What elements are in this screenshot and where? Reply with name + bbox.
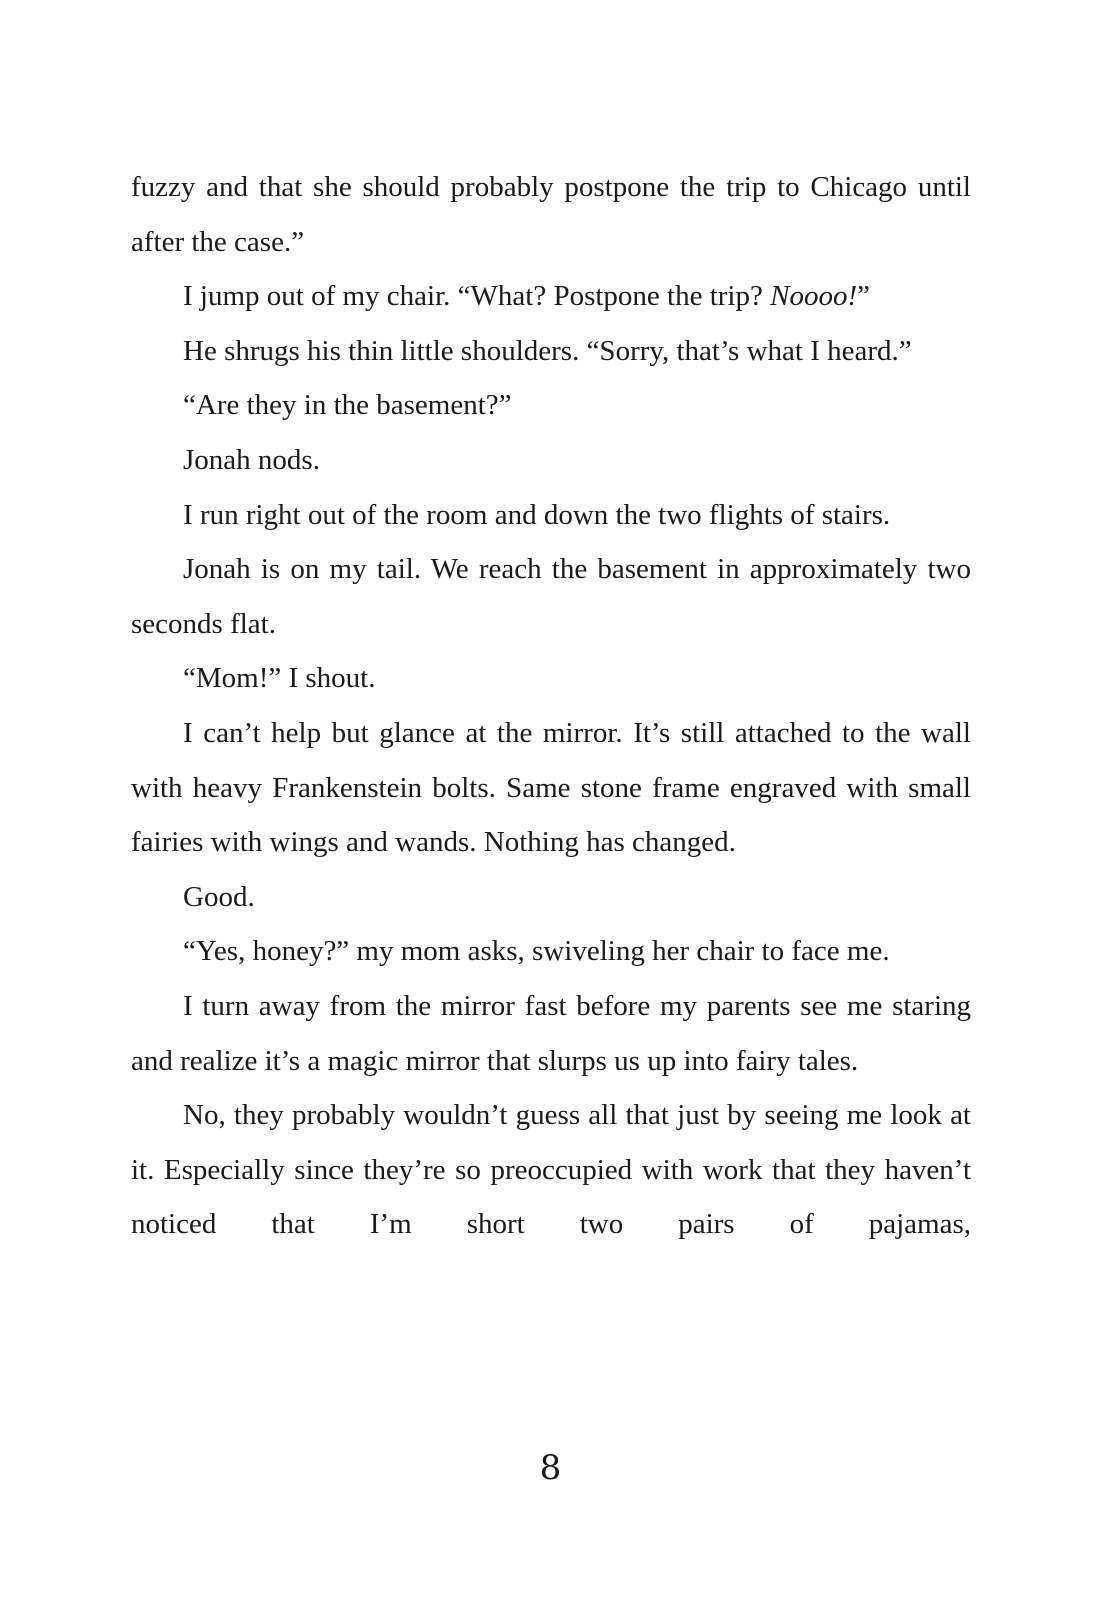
- paragraph: [131, 269, 971, 324]
- paragraph: “Yes, honey?” my mom asks, swiveling her chair to face me.: [183, 935, 890, 968]
- page-body: [131, 160, 971, 1252]
- paragraph: “Are they in the basement?”: [183, 389, 512, 422]
- paragraph: fuzzy and that she should probably postpone the trip to Chicago until after the case.”: [131, 171, 971, 258]
- paragraph: I can’t help but glance at the mirror. It’s still attached to the wall with heavy Frankenstein bolts. Same stone frame engraved with small fairies with wings and wands. Nothing has changed.: [131, 716, 971, 859]
- paragraph: He shrugs his thin little shoulders. “Sorry, that’s what I heard.”: [183, 334, 912, 367]
- paragraph: Jonah nods.: [183, 443, 320, 476]
- paragraph: Good.: [183, 880, 255, 913]
- paragraph: “Mom!” I shout.: [183, 662, 376, 695]
- paragraph-text: I jump out of my chair. “What? Postpone the trip?: [183, 280, 771, 313]
- paragraph: I turn away from the mirror fast before my parents see me staring and realize it’s a magic mirror that slurps us up into fairy tales.: [131, 989, 971, 1077]
- page-number: 8: [539, 1448, 562, 1488]
- paragraph: Jonah is on my tail. We reach the basement in approximately two seconds flat.: [131, 553, 971, 640]
- paragraph: I run right out of the room and down the two flights of stairs.: [183, 498, 891, 531]
- paragraph: No, they probably wouldn’t guess all that just by seeing me look at it. Especially since they’re so preoccupied with work that they haven’t noticed that I’m short two pairs of pajamas,: [131, 1099, 971, 1241]
- closing-quote: ”: [857, 280, 870, 313]
- italic-exclamation: Noooo!: [770, 280, 858, 313]
